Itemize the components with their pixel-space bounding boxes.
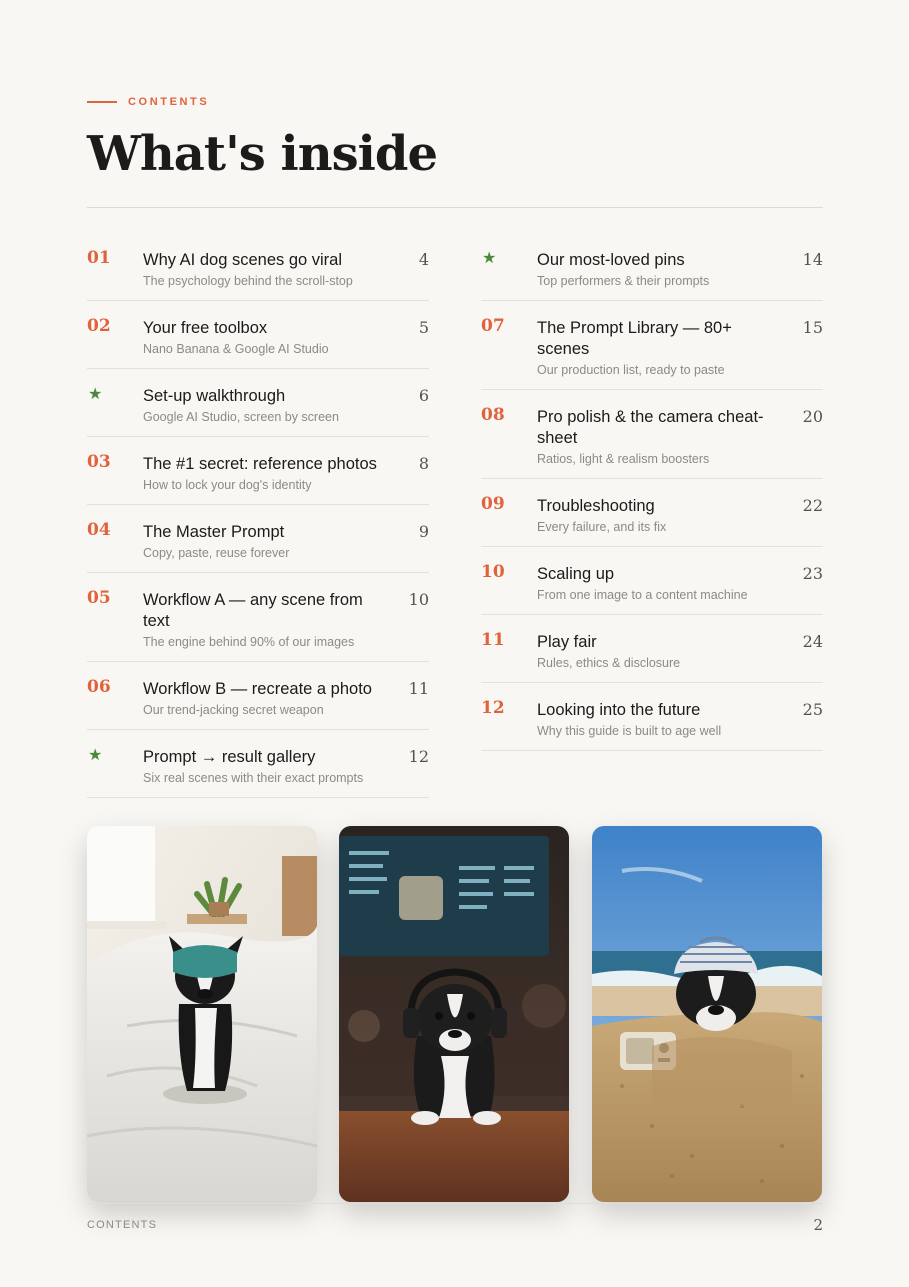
dog-cafe-illustration: [339, 826, 569, 1202]
toc-chapter-number: 08: [481, 405, 505, 425]
footer-label: CONTENTS: [87, 1219, 158, 1231]
dog-cafe-headphones-photo: [339, 826, 569, 1202]
toc-entry[interactable]: [481, 301, 823, 390]
section-kicker: [87, 96, 209, 108]
toc-chapter-number: 11: [481, 630, 505, 650]
toc-subtitle: Six real scenes with their exact prompts: [143, 771, 364, 785]
toc-chapter-number: 10: [481, 562, 505, 582]
toc-chapter-number: 09: [481, 494, 505, 514]
toc-title: Prompt → result gallery: [143, 748, 316, 766]
toc-subtitle: How to lock your dog's identity: [143, 478, 312, 492]
dog-bed-illustration: [87, 826, 317, 1202]
toc-subtitle: Google AI Studio, screen by screen: [143, 410, 339, 424]
toc-chapter-number: 05: [87, 588, 111, 608]
dog-beach-illustration: [592, 826, 822, 1202]
toc-page-number: 10: [408, 590, 429, 609]
toc-page-number: 4: [418, 250, 429, 269]
toc-entry[interactable]: [87, 662, 429, 730]
footer-page-number: 2: [813, 1216, 823, 1234]
toc-subtitle: Why this guide is built to age well: [537, 724, 722, 738]
toc-subtitle: The psychology behind the scroll-stop: [143, 274, 353, 288]
toc-column-right: [481, 233, 823, 751]
toc-chapter-number: 04: [87, 520, 111, 540]
star-icon: ★: [88, 386, 103, 403]
toc-entry[interactable]: [87, 573, 429, 662]
toc-subtitle: Nano Banana & Google AI Studio: [143, 342, 329, 356]
toc-title: Our most-loved pins: [537, 251, 685, 269]
toc-entry[interactable]: [481, 683, 823, 751]
toc-subtitle: Rules, ethics & disclosure: [537, 656, 681, 670]
toc-chapter-number: 06: [87, 677, 111, 697]
toc-title: Troubleshooting: [537, 497, 655, 515]
toc-title: The #1 secret: reference photos: [143, 455, 377, 473]
toc-title: Pro polish & the camera cheat-sheet: [537, 408, 764, 447]
toc-subtitle: Every failure, and its fix: [537, 520, 667, 534]
toc-title: Workflow A — any scene from text: [143, 591, 363, 630]
toc-entry[interactable]: [87, 301, 429, 369]
toc-subtitle: Copy, paste, reuse forever: [143, 546, 290, 560]
toc-entry[interactable]: [87, 437, 429, 505]
contents-page: [87, 0, 823, 1287]
toc-entry[interactable]: [481, 615, 823, 683]
toc-page-number: 9: [418, 522, 429, 541]
toc-page-number: 12: [408, 747, 429, 766]
toc-title: Play fair: [537, 633, 597, 651]
star-icon: ★: [88, 747, 103, 764]
toc-page-number: 20: [802, 407, 823, 426]
toc-column-left: [87, 233, 429, 798]
toc-entry[interactable]: [481, 547, 823, 615]
dog-beach-sand-radio-photo: [592, 826, 822, 1202]
toc-subtitle: From one image to a content machine: [537, 588, 748, 602]
toc-subtitle: Ratios, light & realism boosters: [537, 452, 710, 466]
toc-entry[interactable]: [87, 369, 429, 437]
toc-entry[interactable]: [87, 233, 429, 301]
kicker-rule: [87, 101, 117, 103]
toc-chapter-number: 12: [481, 698, 505, 718]
toc-title: The Prompt Library — 80+ scenes: [537, 319, 732, 358]
toc-page-number: 15: [802, 318, 823, 337]
kicker-label: CONTENTS: [128, 96, 210, 108]
toc-title: Looking into the future: [537, 701, 701, 719]
toc-chapter-number: 02: [87, 316, 111, 336]
toc-subtitle: The engine behind 90% of our images: [143, 635, 355, 649]
toc-page-number: 14: [802, 250, 823, 269]
dog-bed-sleep-mask-photo: [87, 826, 317, 1202]
toc-page-number: 23: [802, 564, 823, 583]
toc-chapter-number: 01: [87, 248, 111, 268]
title-divider: [87, 207, 823, 208]
toc-title: Scaling up: [537, 565, 615, 583]
page-title: What's inside: [87, 126, 437, 182]
toc-title: The Master Prompt: [143, 523, 285, 541]
star-icon: ★: [482, 250, 497, 267]
toc-entry[interactable]: [87, 505, 429, 573]
toc-page-number: 6: [418, 386, 429, 405]
toc-subtitle: Top performers & their prompts: [537, 274, 710, 288]
toc-title: Set-up walkthrough: [143, 387, 286, 405]
toc-title: Workflow B — recreate a photo: [143, 680, 372, 698]
footer-divider: [87, 1203, 823, 1204]
toc-chapter-number: 07: [481, 316, 505, 336]
toc-subtitle: Our trend-jacking secret weapon: [143, 703, 324, 717]
toc-subtitle: Our production list, ready to paste: [537, 363, 725, 377]
toc-page-number: 8: [418, 454, 429, 473]
toc-page-number: 11: [408, 679, 429, 698]
toc-chapter-number: 03: [87, 452, 111, 472]
toc-page-number: 22: [802, 496, 823, 515]
toc-title: Your free toolbox: [143, 319, 268, 337]
toc-entry[interactable]: [481, 390, 823, 479]
toc-title: Why AI dog scenes go viral: [143, 251, 343, 269]
toc-entry[interactable]: [481, 233, 823, 301]
toc-page-number: 5: [418, 318, 429, 337]
toc-page-number: 25: [802, 700, 823, 719]
photo-strip: [87, 826, 823, 1202]
toc-entry[interactable]: [481, 479, 823, 547]
toc-page-number: 24: [802, 632, 823, 651]
toc-entry[interactable]: [87, 730, 429, 798]
